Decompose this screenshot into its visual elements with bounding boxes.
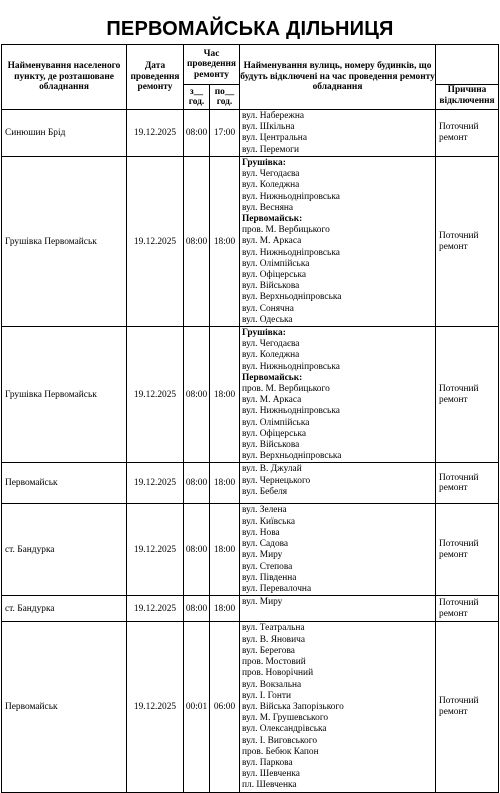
table-body bbox=[2, 110, 499, 793]
time-to-cell: 18:00 bbox=[210, 327, 240, 463]
street-item: пров. Новорічний bbox=[242, 668, 314, 679]
locality-cell: ст. Бандурка bbox=[2, 504, 127, 596]
street-item: вул. Коледжна bbox=[242, 180, 300, 191]
time-to-cell: 06:00 bbox=[210, 622, 240, 792]
reason-cell: Поточний ремонт bbox=[436, 504, 499, 596]
streets-cell bbox=[240, 110, 436, 157]
street-item: вул. Нижньодніпровська bbox=[242, 406, 340, 417]
header-time: Час проведення ремонту bbox=[184, 45, 240, 85]
street-item: вул. Паркова bbox=[242, 757, 293, 768]
street-item: вул. Перевалочна bbox=[242, 583, 312, 594]
street-item: вул. Коледжна bbox=[242, 350, 300, 361]
streets-cell bbox=[240, 157, 436, 327]
reason-cell: Поточний ремонт bbox=[436, 463, 499, 504]
time-to-cell: 18:00 bbox=[210, 504, 240, 596]
street-item: вул. І. Виговського bbox=[242, 735, 318, 746]
street-group-label: Первомайськ: bbox=[242, 214, 303, 225]
street-item: вул. М. Аркаса bbox=[242, 236, 302, 247]
street-item: вул. Театральна bbox=[242, 623, 305, 634]
header-to: по__ год. bbox=[210, 85, 240, 110]
street-item: вул. М. Аркаса bbox=[242, 395, 302, 406]
street-item: вул. Офіцерська bbox=[242, 428, 307, 439]
page-title: ПЕРВОМАЙСЬКА ДІЛЬНИЦЯ bbox=[106, 18, 394, 40]
header-reason-blank bbox=[436, 45, 499, 85]
street-item: вул. Олімпійська bbox=[242, 417, 310, 428]
street-item: вул. Садова bbox=[242, 539, 289, 550]
date-cell: 19.12.2025 bbox=[127, 504, 184, 596]
street-item: вул. Зелена bbox=[242, 505, 287, 516]
street-item: вул. Шевченка bbox=[242, 769, 300, 780]
street-item: вул. Чегодаєва bbox=[242, 339, 300, 350]
time-to-cell: 18:00 bbox=[210, 596, 240, 622]
street-item: пл. Шевченка bbox=[242, 780, 297, 791]
streets-cell bbox=[240, 596, 436, 622]
time-from-cell: 00:01 bbox=[184, 622, 210, 792]
street-item: вул. Нова bbox=[242, 527, 280, 538]
street-item: вул. Олександрівська bbox=[242, 724, 327, 735]
streets-cell bbox=[240, 504, 436, 596]
time-to-cell: 18:00 bbox=[210, 157, 240, 327]
street-item: вул. Вокзальна bbox=[242, 679, 302, 690]
table-row bbox=[2, 622, 499, 792]
date-cell: 19.12.2025 bbox=[127, 463, 184, 504]
street-item: вул. В. Яновича bbox=[242, 634, 305, 645]
street-item: вул. Нижньодніпровська bbox=[242, 191, 340, 202]
street-item: вул. І. Гонти bbox=[242, 690, 291, 701]
date-cell: 19.12.2025 bbox=[127, 110, 184, 157]
streets-cell bbox=[240, 327, 436, 463]
reason-cell: Поточний ремонт bbox=[436, 596, 499, 622]
time-to-cell: 17:00 bbox=[210, 110, 240, 157]
table-row bbox=[2, 157, 499, 327]
time-from-cell: 08:00 bbox=[184, 504, 210, 596]
time-to-cell: 18:00 bbox=[210, 463, 240, 504]
table-row bbox=[2, 596, 499, 622]
street-item: вул. Верхньодніпровська bbox=[242, 292, 342, 303]
street-item: вул. Південна bbox=[242, 572, 297, 583]
date-cell: 19.12.2025 bbox=[127, 596, 184, 622]
street-item: вул. Чегодаєва bbox=[242, 169, 300, 180]
time-from-cell: 08:00 bbox=[184, 110, 210, 157]
header-date: Дата проведення ремонту bbox=[127, 45, 184, 110]
street-item: вул. М. Грушевського bbox=[242, 713, 329, 724]
time-from-cell: 08:00 bbox=[184, 596, 210, 622]
reason-cell: Поточний ремонт bbox=[436, 110, 499, 157]
locality-cell: Первомайськ bbox=[2, 622, 127, 792]
table-row bbox=[2, 110, 499, 157]
streets-cell bbox=[240, 622, 436, 792]
street-item: вул. Степова bbox=[242, 561, 293, 572]
date-cell: 19.12.2025 bbox=[127, 157, 184, 327]
locality-cell: Грушівка Первомайськ bbox=[2, 157, 127, 327]
street-item: вул. Шкільна bbox=[242, 122, 295, 133]
street-group-label: Первомайськ: bbox=[242, 372, 303, 383]
reason-cell: Поточний ремонт bbox=[436, 622, 499, 792]
street-item: вул. Сонячна bbox=[242, 303, 294, 314]
header-from: з__ год. bbox=[184, 85, 210, 110]
street-item: вул. Миру bbox=[242, 597, 283, 608]
street-item: вул. Війська Запорізького bbox=[242, 701, 344, 712]
street-item: вул. Нижньодніпровська bbox=[242, 247, 340, 258]
outage-schedule-table bbox=[1, 44, 499, 793]
street-item: пров. Бебюк Капон bbox=[242, 746, 319, 757]
street-item: пров. М. Вербицького bbox=[242, 384, 330, 395]
time-from-cell: 08:00 bbox=[184, 157, 210, 327]
street-item: вул. Військова bbox=[242, 281, 300, 292]
time-from-cell: 08:00 bbox=[184, 327, 210, 463]
reason-cell: Поточний ремонт bbox=[436, 157, 499, 327]
table-row bbox=[2, 504, 499, 596]
street-item: пров. М. Вербицького bbox=[242, 225, 330, 236]
time-from-cell: 08:00 bbox=[184, 463, 210, 504]
street-item: вул. Військова bbox=[242, 440, 300, 451]
date-cell: 19.12.2025 bbox=[127, 327, 184, 463]
street-item: вул. Офіцерська bbox=[242, 270, 307, 281]
street-item: вул. Київська bbox=[242, 516, 296, 527]
street-item: вул. Одеська bbox=[242, 314, 293, 325]
street-item: вул. Центральна bbox=[242, 133, 307, 144]
locality-cell: Первомайськ bbox=[2, 463, 127, 504]
header-reason: Причина відключення bbox=[436, 85, 499, 110]
street-item: вул. Чернецького bbox=[242, 475, 311, 486]
street-item: вул. В. Джулай bbox=[242, 464, 302, 475]
street-item: вул. Верхньодніпровська bbox=[242, 451, 342, 462]
street-item: вул. Весняна bbox=[242, 202, 294, 213]
street-group-label: Грушівка: bbox=[242, 158, 286, 168]
street-group-label: Грушівка: bbox=[242, 328, 286, 339]
date-cell: 19.12.2025 bbox=[127, 622, 184, 792]
locality-cell: Синюшин Брід bbox=[2, 110, 127, 157]
street-item: вул. Миру bbox=[242, 550, 283, 561]
reason-cell: Поточний ремонт bbox=[436, 327, 499, 463]
locality-cell: Грушівка Первомайськ bbox=[2, 327, 127, 463]
table-row bbox=[2, 463, 499, 504]
header-streets: Найменування вулиць, номеру будинків, що будуть відключені на час проведення ремонту обладнання bbox=[240, 45, 436, 110]
street-item: вул. Перемоги bbox=[242, 144, 300, 155]
table-row bbox=[2, 327, 499, 463]
street-item: пров. Мостовий bbox=[242, 657, 306, 668]
street-item: вул. Бебеля bbox=[242, 486, 288, 497]
street-item: вул. Набережна bbox=[242, 111, 305, 121]
street-item: вул. Олімпійська bbox=[242, 258, 310, 269]
locality-cell: ст. Бандурка bbox=[2, 596, 127, 622]
street-item: вул. Нижньодніпровська bbox=[242, 361, 340, 372]
street-item: вул. Берегова bbox=[242, 645, 295, 656]
header-locality: Найменування населеного пункту, де розташоване обладнання bbox=[2, 45, 127, 110]
streets-cell bbox=[240, 463, 436, 504]
